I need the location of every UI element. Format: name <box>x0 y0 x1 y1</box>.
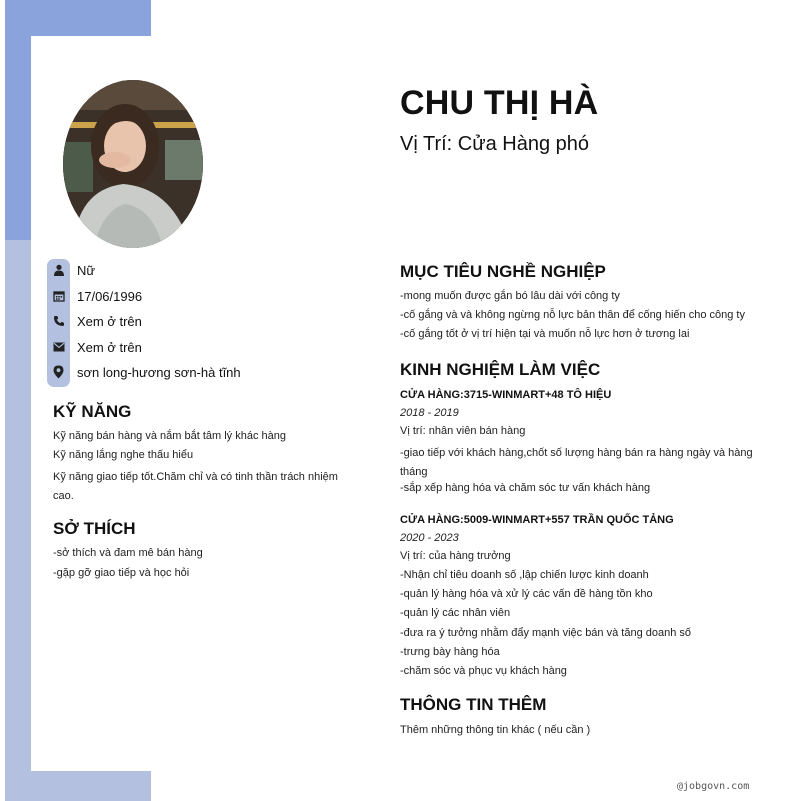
contact-phone <box>47 309 142 333</box>
skill-item: Kỹ năng bán hàng và nắm bắt tâm lý khác hàng <box>53 430 286 442</box>
birthday-value: 17/06/1996 <box>77 288 143 304</box>
person-icon <box>47 258 70 282</box>
hobbies-title: SỞ THÍCH <box>53 519 136 538</box>
profile-photo <box>63 80 203 248</box>
extra-title: THÔNG TIN THÊM <box>400 695 547 714</box>
job-company: CỬA HÀNG:3715-WINMART+48 TÔ HIỆU <box>400 389 612 401</box>
objective-item: -cố gắng và và không ngừng nỗ lực bản thân để cống hiến cho công ty <box>400 309 745 321</box>
job-line: -trưng bày hàng hóa <box>400 646 500 658</box>
job-line: Vị trí: của hàng trưởng <box>400 550 511 562</box>
job-period: 2018 - 2019 <box>400 407 459 419</box>
job-company: CỬA HÀNG:5009-WINMART+557 TRẦN QUỐC TẢNG <box>400 514 674 526</box>
calendar-icon <box>47 284 70 308</box>
location-icon <box>47 360 70 384</box>
objective-item: -mong muốn được gắn bó lâu dài với công ty <box>400 290 620 302</box>
hobby-item: -gặp gỡ giao tiếp và học hỏi <box>53 567 190 579</box>
watermark-text: @jobgovn.com <box>677 781 750 792</box>
job-line: Vị trí: nhân viên bán hàng <box>400 425 526 437</box>
job-period: 2020 - 2023 <box>400 532 459 544</box>
job-line: -Nhận chỉ tiêu doanh số ,lập chiến lược kinh doanh <box>400 569 649 581</box>
objective-title: MỤC TIÊU NGHỀ NGHIỆP <box>400 262 606 281</box>
job-line: -quản lý các nhân viên <box>400 607 511 619</box>
candidate-name: CHU THỊ HÀ <box>400 84 599 122</box>
job-line: -sắp xếp hàng hóa và chăm sóc tư vấn khách hàng <box>400 482 651 494</box>
objective-item: -cố gắng tốt ở vị trí hiện tại và muốn nỗ lực hơn ở tương lai <box>400 328 690 340</box>
hobby-item: -sở thích và đam mê bán hàng <box>53 547 203 559</box>
candidate-role: Vị Trí: Cửa Hàng phó <box>400 133 590 155</box>
job-line: -chăm sóc và phục vụ khách hàng <box>400 665 567 677</box>
contact-address <box>47 360 241 384</box>
skills-title: KỸ NĂNG <box>53 402 132 421</box>
job-line: -quản lý hàng hóa và xử lý các vấn đề hàng tồn kho <box>400 588 653 600</box>
skill-item: Kỹ năng lắng nghe thấu hiểu <box>53 449 194 461</box>
extra-text: Thêm những thông tin khác ( nếu cần ) <box>400 724 591 736</box>
mail-icon <box>47 335 70 359</box>
phone-value: Xem ở trên <box>77 313 142 329</box>
address-value: sơn long-hương sơn-hà tĩnh <box>77 364 241 380</box>
job-line: -giao tiếp với khách hàng,chốt số lượng hàng bán ra hàng ngày và hàng tháng <box>400 447 753 478</box>
profile-photo-illustration <box>63 80 203 248</box>
email-value: Xem ở trên <box>77 339 142 355</box>
experience-title: KINH NGHIỆM LÀM VIỆC <box>400 360 601 379</box>
skill-item: Kỹ năng giao tiếp tốt.Chăm chỉ và có tinh thần trách nhiệm cao. <box>53 471 338 502</box>
gender-value: Nữ <box>77 262 96 278</box>
contact-gender <box>47 258 95 282</box>
contact-birthday <box>47 284 142 308</box>
contact-email <box>47 335 142 359</box>
phone-icon <box>47 309 70 333</box>
job-line: -đưa ra ý tưởng nhằm đẩy mạnh việc bán và tăng doanh số <box>400 627 692 639</box>
